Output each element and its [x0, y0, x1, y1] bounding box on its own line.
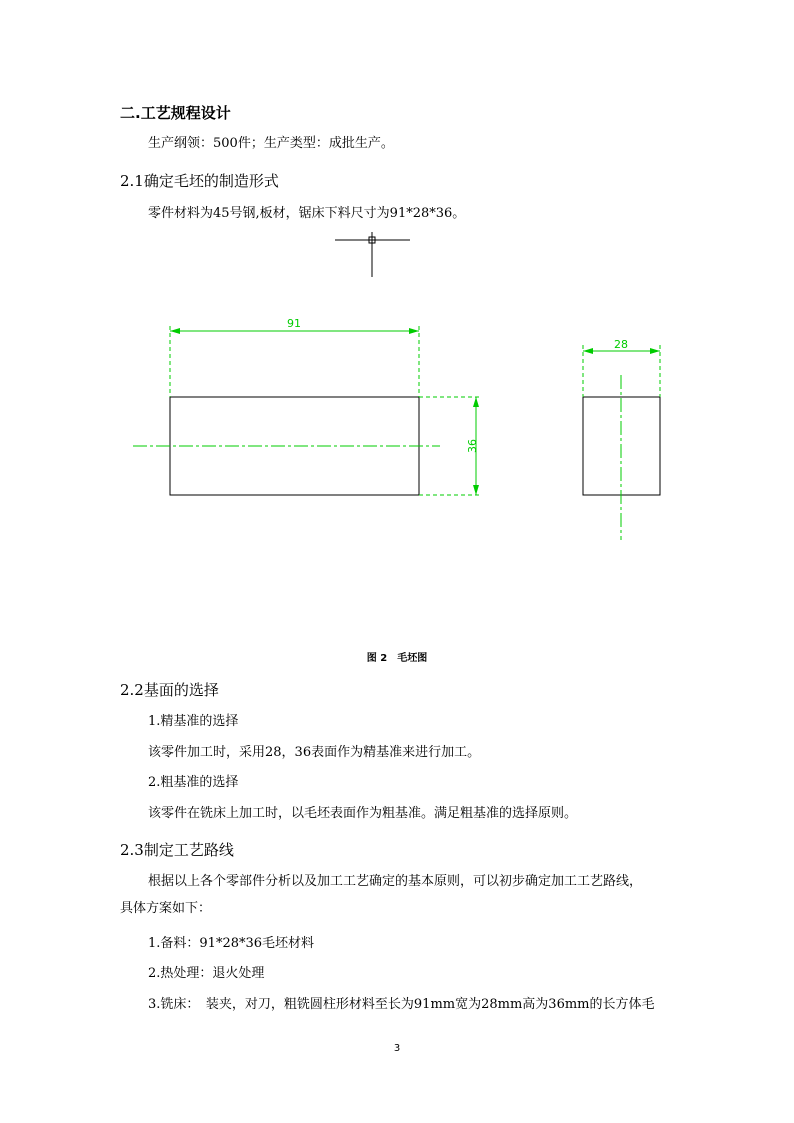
heading-2-2: 2.2基面的选择: [120, 681, 219, 699]
fine-datum-title: 1.精基准的选择: [148, 714, 239, 729]
length-dimension-label: 91: [287, 317, 301, 330]
route-step-3: 3.铣床： 装夹，对刀，粗铣圆柱形材料至长为91mm宽为28mm高为36mm的长方体毛: [148, 997, 655, 1012]
production-info: 生产纲领：500件；生产类型：成批生产。: [148, 136, 394, 151]
route-paragraph-line2: 具体方案如下：: [120, 901, 212, 916]
route-step-1: 1.备料：91*28*36毛坯材料: [148, 936, 315, 951]
page-number: 3: [393, 1043, 401, 1054]
section-title: 二.工艺规程设计: [120, 104, 231, 122]
route-paragraph-line1: 根据以上各个零部件分析以及加工工艺确定的基本原则，可以初步确定加工工艺路线，: [148, 874, 643, 889]
height-dimension-label: 36: [466, 439, 479, 453]
length-dimension: [170, 326, 419, 397]
cursor-crosshair-icon: [335, 232, 410, 277]
rough-datum-title: 2.粗基准的选择: [148, 775, 239, 790]
rough-datum-text: 该零件在铣床上加工时，以毛坯表面作为粗基准。满足粗基准的选择原则。: [148, 806, 578, 821]
heading-2-3: 2.3制定工艺路线: [120, 841, 234, 859]
heading-2-1: 2.1确定毛坯的制造形式: [120, 172, 279, 190]
figure-caption: 图 2 毛坯图: [366, 653, 428, 664]
fine-datum-text: 该零件加工时，采用28，36表面作为精基准来进行加工。: [148, 745, 481, 760]
width-dimension: [583, 345, 660, 397]
material-text: 零件材料为45号钢,板材，锯床下料尺寸为91*28*36。: [148, 206, 466, 221]
route-step-2: 2.热处理：退火处理: [148, 966, 265, 981]
width-dimension-label: 28: [614, 338, 628, 351]
